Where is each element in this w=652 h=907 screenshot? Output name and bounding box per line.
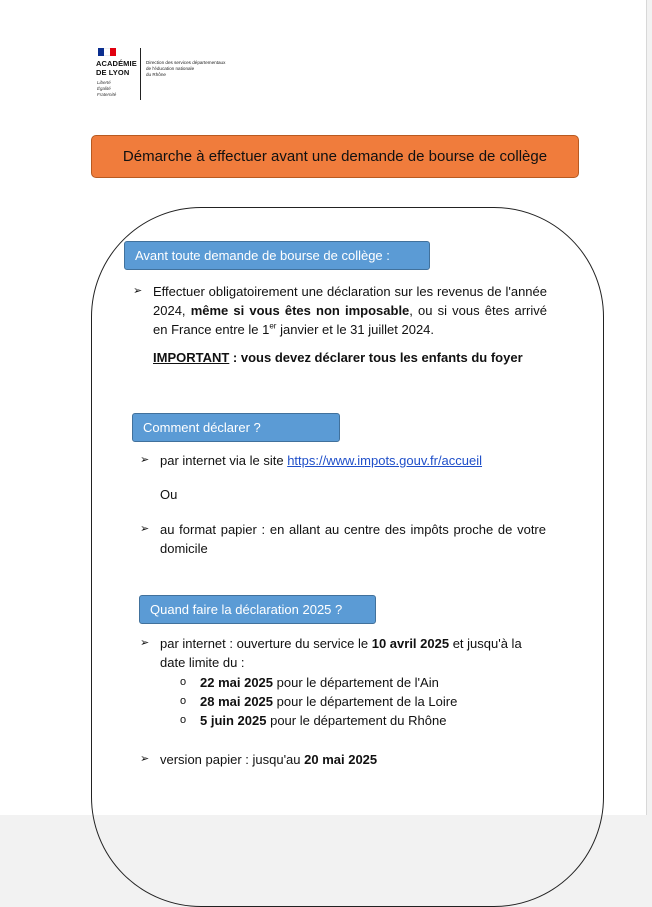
- direction-name: Direction des services départementaux de l'éducation nationale du Rhône: [146, 60, 226, 77]
- section-heading-how-to-declare: Comment déclarer ?: [132, 413, 340, 442]
- internet-declaration-item: par internet via le site https://www.impots.gouv.fr/accueil: [160, 453, 483, 468]
- deadline-rhone: o 5 juin 2025 pour le département du Rhône: [178, 711, 538, 730]
- paper-declaration-item: au format papier : en allant au centre des impôts proche de votre domicile: [160, 522, 546, 556]
- arrow-bullet-icon: ➢: [140, 753, 150, 765]
- french-flag-icon: [98, 48, 116, 56]
- important-note: IMPORTANT : vous devez déclarer tous les enfants du foyer: [153, 350, 523, 365]
- arrow-bullet-icon: ➢: [140, 637, 150, 649]
- deadline-loire: o 28 mai 2025 pour le département de la Loire: [178, 692, 538, 711]
- deadline-list: [178, 673, 538, 730]
- page-title: Démarche à effectuer avant une demande de bourse de collège: [122, 148, 548, 165]
- title-banner: [91, 135, 579, 178]
- paper-deadline-item: version papier : jusqu'au 20 mai 2025: [160, 752, 378, 767]
- deadline-ain: o 22 mai 2025 pour le département de l'Ain: [178, 673, 538, 692]
- academie-name: ACADÉMIE DE LYON: [96, 59, 137, 77]
- section-heading-when-to-declare: Quand faire la déclaration 2025 ?: [139, 595, 376, 624]
- arrow-bullet-icon: ➢: [140, 454, 150, 466]
- declaration-requirement-text: Effectuer obligatoirement une déclaration sur les revenus de l'année 2024, même si vous êtes non imposable, ou si vous êtes arrivé en France entre le 1er janvier et le 31 juillet 2024.: [153, 284, 547, 337]
- section-heading-before-request: Avant toute demande de bourse de collège :: [124, 241, 430, 270]
- academie-logo: [96, 48, 236, 104]
- logo-divider: [140, 48, 141, 100]
- internet-deadline-item: par internet : ouverture du service le 10 avril 2025 et jusqu'à la date limite du :: [160, 636, 522, 670]
- arrow-bullet-icon: ➢: [133, 285, 143, 297]
- republic-motto: Liberté Égalité Fraternité: [97, 80, 117, 97]
- arrow-bullet-icon: ➢: [140, 523, 150, 535]
- or-separator: Ou: [160, 487, 178, 502]
- impots-link[interactable]: https://www.impots.gouv.fr/accueil: [287, 453, 483, 468]
